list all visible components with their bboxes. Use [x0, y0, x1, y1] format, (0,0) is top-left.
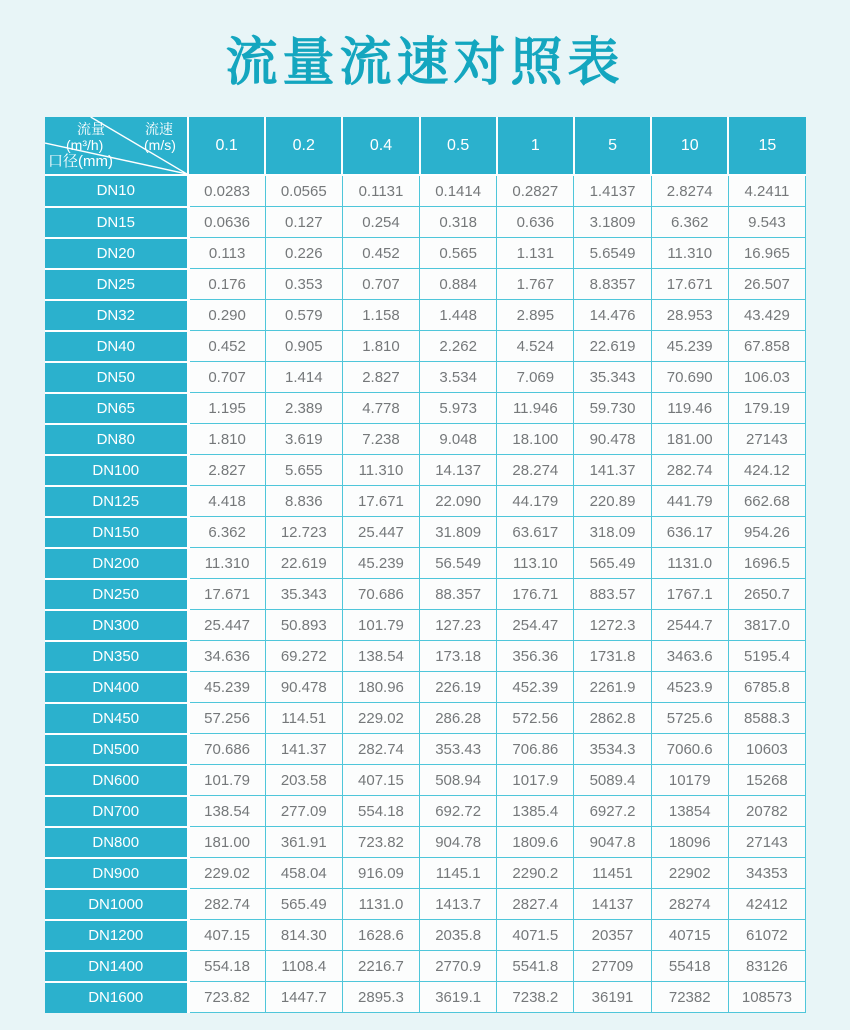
diameter-row-label: DN150 — [45, 517, 188, 548]
flow-value-cell: 6927.2 — [574, 796, 651, 827]
flow-value-cell: 138.54 — [188, 796, 265, 827]
flow-value-cell: 0.452 — [188, 331, 265, 362]
flow-value-cell: 0.2827 — [497, 175, 574, 207]
table-row — [45, 362, 806, 393]
table-row — [45, 424, 806, 455]
flow-value-cell: 3619.1 — [420, 982, 497, 1013]
flow-value-cell: 45.239 — [342, 548, 419, 579]
flow-value-cell: 11.946 — [497, 393, 574, 424]
flow-value-cell: 0.884 — [420, 269, 497, 300]
diameter-row-label: DN800 — [45, 827, 188, 858]
flow-value-cell: 361.91 — [265, 827, 342, 858]
flow-value-cell: 4.2411 — [728, 175, 805, 207]
flow-value-cell: 3463.6 — [651, 641, 728, 672]
flow-value-cell: 1767.1 — [651, 579, 728, 610]
corner-cell — [45, 117, 188, 175]
flow-value-cell: 90.478 — [574, 424, 651, 455]
flow-value-cell: 0.226 — [265, 238, 342, 269]
flow-value-cell: 43.429 — [728, 300, 805, 331]
flow-value-cell: 1628.6 — [342, 920, 419, 951]
flow-value-cell: 27143 — [728, 827, 805, 858]
flow-value-cell: 1.767 — [497, 269, 574, 300]
flow-value-cell: 12.723 — [265, 517, 342, 548]
flow-value-cell: 0.707 — [342, 269, 419, 300]
flow-value-cell: 282.74 — [342, 734, 419, 765]
flow-value-cell: 1145.1 — [420, 858, 497, 889]
flow-value-cell: 108573 — [728, 982, 805, 1013]
flow-value-cell: 353.43 — [420, 734, 497, 765]
flow-value-cell: 57.256 — [188, 703, 265, 734]
flow-value-cell: 407.15 — [342, 765, 419, 796]
velocity-header-cell: 0.5 — [420, 117, 497, 175]
flow-value-cell: 565.49 — [574, 548, 651, 579]
table-row — [45, 238, 806, 269]
flow-value-cell: 55418 — [651, 951, 728, 982]
flow-value-cell: 706.86 — [497, 734, 574, 765]
flow-value-cell: 173.18 — [420, 641, 497, 672]
flow-value-cell: 508.94 — [420, 765, 497, 796]
flow-value-cell: 1447.7 — [265, 982, 342, 1013]
flow-value-cell: 16.965 — [728, 238, 805, 269]
flow-value-cell: 17.671 — [342, 486, 419, 517]
flow-value-cell: 44.179 — [497, 486, 574, 517]
diameter-label: 口径(mm) — [48, 153, 113, 170]
flow-value-cell: 2035.8 — [420, 920, 497, 951]
flow-value-cell: 1.195 — [188, 393, 265, 424]
flow-value-cell: 11.310 — [342, 455, 419, 486]
diameter-row-label: DN600 — [45, 765, 188, 796]
flow-value-cell: 8.836 — [265, 486, 342, 517]
flow-value-cell: 5541.8 — [497, 951, 574, 982]
flow-value-cell: 814.30 — [265, 920, 342, 951]
flow-value-cell: 6.362 — [651, 207, 728, 238]
flow-value-cell: 1.414 — [265, 362, 342, 393]
table-row — [45, 579, 806, 610]
flow-value-cell: 101.79 — [342, 610, 419, 641]
flow-value-cell: 2544.7 — [651, 610, 728, 641]
flow-value-cell: 3.534 — [420, 362, 497, 393]
flow-value-cell: 9047.8 — [574, 827, 651, 858]
flow-value-cell: 45.239 — [188, 672, 265, 703]
flow-value-cell: 9.048 — [420, 424, 497, 455]
table-row — [45, 982, 806, 1013]
flow-value-cell: 59.730 — [574, 393, 651, 424]
flow-value-cell: 127.23 — [420, 610, 497, 641]
flow-value-cell: 70.690 — [651, 362, 728, 393]
flow-value-cell: 441.79 — [651, 486, 728, 517]
flow-value-cell: 2650.7 — [728, 579, 805, 610]
flow-value-cell: 1.4137 — [574, 175, 651, 207]
flow-value-cell: 27143 — [728, 424, 805, 455]
flow-value-cell: 5.655 — [265, 455, 342, 486]
diameter-row-label: DN200 — [45, 548, 188, 579]
flow-value-cell: 67.858 — [728, 331, 805, 362]
diameter-row-label: DN20 — [45, 238, 188, 269]
diameter-row-label: DN15 — [45, 207, 188, 238]
table-row — [45, 455, 806, 486]
flow-value-cell: 2862.8 — [574, 703, 651, 734]
table-row — [45, 641, 806, 672]
flow-value-cell: 0.353 — [265, 269, 342, 300]
diameter-row-label: DN1600 — [45, 982, 188, 1013]
flow-value-cell: 28.274 — [497, 455, 574, 486]
flow-value-cell: 4.778 — [342, 393, 419, 424]
flow-value-cell: 2.262 — [420, 331, 497, 362]
flow-value-cell: 2827.4 — [497, 889, 574, 920]
table-row — [45, 920, 806, 951]
flow-value-cell: 101.79 — [188, 765, 265, 796]
diameter-row-label: DN300 — [45, 610, 188, 641]
diameter-row-label: DN1400 — [45, 951, 188, 982]
flow-value-cell: 5725.6 — [651, 703, 728, 734]
flow-value-cell: 11.310 — [651, 238, 728, 269]
flow-value-cell: 1696.5 — [728, 548, 805, 579]
velocity-header-cell: 0.2 — [265, 117, 342, 175]
flow-value-cell: 0.905 — [265, 331, 342, 362]
flow-value-cell: 2290.2 — [497, 858, 574, 889]
flow-value-cell: 14.137 — [420, 455, 497, 486]
flow-value-cell: 2.827 — [342, 362, 419, 393]
flow-value-cell: 1272.3 — [574, 610, 651, 641]
diameter-row-label: DN10 — [45, 175, 188, 207]
flow-value-cell: 662.68 — [728, 486, 805, 517]
flow-value-cell: 17.671 — [651, 269, 728, 300]
flow-value-cell: 0.0283 — [188, 175, 265, 207]
flow-value-cell: 113.10 — [497, 548, 574, 579]
flow-value-cell: 25.447 — [342, 517, 419, 548]
flow-value-cell: 10603 — [728, 734, 805, 765]
diameter-row-label: DN250 — [45, 579, 188, 610]
flow-value-cell: 452.39 — [497, 672, 574, 703]
velocity-label: 流速 — [145, 121, 173, 137]
flow-value-cell: 83126 — [728, 951, 805, 982]
flow-value-cell: 407.15 — [188, 920, 265, 951]
diameter-row-label: DN100 — [45, 455, 188, 486]
flow-value-cell: 10179 — [651, 765, 728, 796]
flow-value-cell: 1731.8 — [574, 641, 651, 672]
flow-value-cell: 572.56 — [497, 703, 574, 734]
table-row — [45, 951, 806, 982]
flow-value-cell: 35.343 — [265, 579, 342, 610]
flow-value-cell: 0.1414 — [420, 175, 497, 207]
table-row — [45, 765, 806, 796]
flow-value-cell: 42412 — [728, 889, 805, 920]
flow-value-cell: 0.636 — [497, 207, 574, 238]
flow-value-cell: 28.953 — [651, 300, 728, 331]
flow-value-cell: 0.290 — [188, 300, 265, 331]
flow-value-cell: 356.36 — [497, 641, 574, 672]
flow-value-cell: 17.671 — [188, 579, 265, 610]
flow-value-cell: 1.131 — [497, 238, 574, 269]
velocity-header-cell: 1 — [497, 117, 574, 175]
flow-value-cell: 31.809 — [420, 517, 497, 548]
flow-value-cell: 2216.7 — [342, 951, 419, 982]
table-row — [45, 889, 806, 920]
flow-value-cell: 141.37 — [265, 734, 342, 765]
diameter-row-label: DN500 — [45, 734, 188, 765]
flow-value-cell: 3534.3 — [574, 734, 651, 765]
flow-value-cell: 179.19 — [728, 393, 805, 424]
flow-value-cell: 1385.4 — [497, 796, 574, 827]
flow-value-cell: 282.74 — [188, 889, 265, 920]
table-row — [45, 517, 806, 548]
flow-value-cell: 3.619 — [265, 424, 342, 455]
table-row — [45, 393, 806, 424]
flow-value-cell: 1.448 — [420, 300, 497, 331]
diameter-row-label: DN40 — [45, 331, 188, 362]
table-row — [45, 672, 806, 703]
diameter-row-label: DN350 — [45, 641, 188, 672]
table-row — [45, 207, 806, 238]
flow-value-cell: 4071.5 — [497, 920, 574, 951]
flow-value-cell: 723.82 — [188, 982, 265, 1013]
flow-value-cell: 15268 — [728, 765, 805, 796]
flow-value-cell: 7.069 — [497, 362, 574, 393]
flow-value-cell: 636.17 — [651, 517, 728, 548]
flow-value-cell: 229.02 — [188, 858, 265, 889]
flow-value-cell: 3.1809 — [574, 207, 651, 238]
flow-value-cell: 9.543 — [728, 207, 805, 238]
flow-value-cell: 1.810 — [342, 331, 419, 362]
flow-value-cell: 69.272 — [265, 641, 342, 672]
flow-value-cell: 26.507 — [728, 269, 805, 300]
flow-value-cell: 0.254 — [342, 207, 419, 238]
flow-value-cell: 458.04 — [265, 858, 342, 889]
flow-value-cell: 106.03 — [728, 362, 805, 393]
flow-value-cell: 8588.3 — [728, 703, 805, 734]
flow-value-cell: 22.619 — [265, 548, 342, 579]
flow-value-cell: 18.100 — [497, 424, 574, 455]
flow-value-cell: 229.02 — [342, 703, 419, 734]
flow-value-cell: 0.0565 — [265, 175, 342, 207]
flow-value-cell: 20782 — [728, 796, 805, 827]
diameter-row-label: DN25 — [45, 269, 188, 300]
flow-value-cell: 1108.4 — [265, 951, 342, 982]
flow-value-cell: 22902 — [651, 858, 728, 889]
table-row — [45, 858, 806, 889]
flow-value-cell: 50.893 — [265, 610, 342, 641]
table-row — [45, 269, 806, 300]
flow-value-cell: 0.565 — [420, 238, 497, 269]
flow-value-cell: 22.619 — [574, 331, 651, 362]
flow-value-cell: 2.895 — [497, 300, 574, 331]
flow-value-cell: 5.6549 — [574, 238, 651, 269]
diameter-row-label: DN400 — [45, 672, 188, 703]
flow-value-cell: 7238.2 — [497, 982, 574, 1013]
flow-value-cell: 63.617 — [497, 517, 574, 548]
flow-value-cell: 0.127 — [265, 207, 342, 238]
diameter-row-label: DN1200 — [45, 920, 188, 951]
flow-value-cell: 5.973 — [420, 393, 497, 424]
flow-value-cell: 282.74 — [651, 455, 728, 486]
velocity-header-cell: 10 — [651, 117, 728, 175]
diameter-row-label: DN65 — [45, 393, 188, 424]
flow-value-cell: 1.158 — [342, 300, 419, 331]
flow-value-cell: 25.447 — [188, 610, 265, 641]
flow-value-cell: 180.96 — [342, 672, 419, 703]
flow-value-cell: 4.524 — [497, 331, 574, 362]
flow-value-cell: 3817.0 — [728, 610, 805, 641]
diameter-row-label: DN125 — [45, 486, 188, 517]
flow-value-cell: 318.09 — [574, 517, 651, 548]
table-row — [45, 827, 806, 858]
flow-value-cell: 916.09 — [342, 858, 419, 889]
flow-value-cell: 11451 — [574, 858, 651, 889]
flow-value-cell: 692.72 — [420, 796, 497, 827]
flow-value-cell: 5195.4 — [728, 641, 805, 672]
flow-value-cell: 220.89 — [574, 486, 651, 517]
flow-value-cell: 2.8274 — [651, 175, 728, 207]
flow-value-cell: 138.54 — [342, 641, 419, 672]
velocity-header-cell: 5 — [574, 117, 651, 175]
flow-value-cell: 4.418 — [188, 486, 265, 517]
flow-value-cell: 88.357 — [420, 579, 497, 610]
flow-value-cell: 90.478 — [265, 672, 342, 703]
flow-value-cell: 1017.9 — [497, 765, 574, 796]
flow-velocity-table — [45, 117, 806, 1013]
flow-value-cell: 14137 — [574, 889, 651, 920]
velocity-header-cell: 15 — [728, 117, 805, 175]
flow-value-cell: 0.1131 — [342, 175, 419, 207]
flow-value-cell: 14.476 — [574, 300, 651, 331]
flow-value-cell: 5089.4 — [574, 765, 651, 796]
header-row — [45, 117, 806, 175]
flow-value-cell: 18096 — [651, 827, 728, 858]
flow-value-cell: 954.26 — [728, 517, 805, 548]
flow-value-cell: 1131.0 — [342, 889, 419, 920]
flow-value-cell: 6.362 — [188, 517, 265, 548]
flow-value-cell: 0.113 — [188, 238, 265, 269]
diameter-row-label: DN1000 — [45, 889, 188, 920]
flow-value-cell: 22.090 — [420, 486, 497, 517]
flow-value-cell: 2.389 — [265, 393, 342, 424]
diameter-row-label: DN50 — [45, 362, 188, 393]
table-row — [45, 548, 806, 579]
flow-value-cell: 45.239 — [651, 331, 728, 362]
flow-value-cell: 0.452 — [342, 238, 419, 269]
table-row — [45, 734, 806, 765]
diameter-row-label: DN900 — [45, 858, 188, 889]
flow-value-cell: 1.810 — [188, 424, 265, 455]
flow-value-cell: 424.12 — [728, 455, 805, 486]
flow-unit: (m³/h) — [66, 137, 104, 153]
flow-value-cell: 28274 — [651, 889, 728, 920]
flow-value-cell: 0.176 — [188, 269, 265, 300]
flow-value-cell: 70.686 — [342, 579, 419, 610]
flow-value-cell: 176.71 — [497, 579, 574, 610]
flow-value-cell: 20357 — [574, 920, 651, 951]
flow-value-cell: 114.51 — [265, 703, 342, 734]
flow-value-cell: 13854 — [651, 796, 728, 827]
flow-value-cell: 36191 — [574, 982, 651, 1013]
flow-value-cell: 723.82 — [342, 827, 419, 858]
table-row — [45, 796, 806, 827]
diameter-row-label: DN700 — [45, 796, 188, 827]
flow-value-cell: 0.0636 — [188, 207, 265, 238]
flow-value-cell: 8.8357 — [574, 269, 651, 300]
flow-value-cell: 70.686 — [188, 734, 265, 765]
flow-value-cell: 1413.7 — [420, 889, 497, 920]
flow-value-cell: 883.57 — [574, 579, 651, 610]
flow-value-cell: 1809.6 — [497, 827, 574, 858]
flow-value-cell: 27709 — [574, 951, 651, 982]
flow-value-cell: 40715 — [651, 920, 728, 951]
table-row — [45, 486, 806, 517]
flow-value-cell: 254.47 — [497, 610, 574, 641]
flow-value-cell: 0.707 — [188, 362, 265, 393]
flow-value-cell: 0.579 — [265, 300, 342, 331]
flow-value-cell: 61072 — [728, 920, 805, 951]
flow-value-cell: 2895.3 — [342, 982, 419, 1013]
flow-value-cell: 2261.9 — [574, 672, 651, 703]
flow-value-cell: 181.00 — [651, 424, 728, 455]
flow-value-cell: 7.238 — [342, 424, 419, 455]
page-title: 流量流速对照表 — [225, 34, 625, 92]
flow-value-cell: 226.19 — [420, 672, 497, 703]
flow-value-cell: 34.636 — [188, 641, 265, 672]
flow-value-cell: 2.827 — [188, 455, 265, 486]
flow-value-cell: 1131.0 — [651, 548, 728, 579]
diameter-row-label: DN32 — [45, 300, 188, 331]
flow-value-cell: 277.09 — [265, 796, 342, 827]
flow-value-cell: 4523.9 — [651, 672, 728, 703]
flow-value-cell: 35.343 — [574, 362, 651, 393]
flow-value-cell: 2770.9 — [420, 951, 497, 982]
flow-value-cell: 119.46 — [651, 393, 728, 424]
flow-value-cell: 554.18 — [188, 951, 265, 982]
flow-value-cell: 34353 — [728, 858, 805, 889]
flow-value-cell: 181.00 — [188, 827, 265, 858]
flow-value-cell: 11.310 — [188, 548, 265, 579]
table-row — [45, 610, 806, 641]
diameter-row-label: DN80 — [45, 424, 188, 455]
flow-label: 流量 — [77, 121, 105, 137]
flow-value-cell: 203.58 — [265, 765, 342, 796]
flow-value-cell: 0.318 — [420, 207, 497, 238]
velocity-unit: (m/s) — [144, 137, 176, 153]
table-row — [45, 300, 806, 331]
flow-value-cell: 565.49 — [265, 889, 342, 920]
flow-value-cell: 7060.6 — [651, 734, 728, 765]
flow-value-cell: 6785.8 — [728, 672, 805, 703]
flow-value-cell: 554.18 — [342, 796, 419, 827]
flow-value-cell: 56.549 — [420, 548, 497, 579]
diameter-row-label: DN450 — [45, 703, 188, 734]
table-row — [45, 331, 806, 362]
flow-value-cell: 72382 — [651, 982, 728, 1013]
table-row — [45, 703, 806, 734]
flow-value-cell: 141.37 — [574, 455, 651, 486]
flow-value-cell: 286.28 — [420, 703, 497, 734]
velocity-header-cell: 0.4 — [342, 117, 419, 175]
velocity-header-cell: 0.1 — [188, 117, 265, 175]
flow-value-cell: 904.78 — [420, 827, 497, 858]
table-row — [45, 175, 806, 207]
